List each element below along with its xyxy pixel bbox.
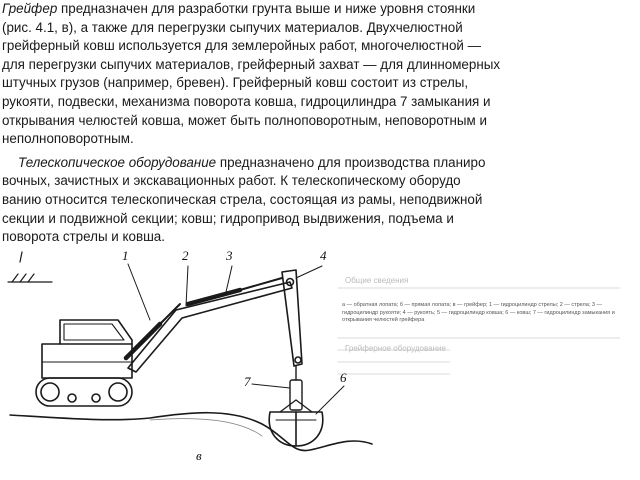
- label-1: 1: [122, 248, 129, 263]
- text-line: Телескопическое оборудование предназначено для производства планиро: [18, 154, 486, 170]
- paragraph-grab: [0, 0, 640, 149]
- text-line: открывания челюстей ковша, может быть полноповоротным, неповоротным и: [2, 112, 487, 128]
- label-6: 6: [340, 370, 347, 385]
- text-line: штучных грузов (например, бревен). Грейферный ковш состоит из стрелы,: [2, 75, 469, 91]
- figure-caption: а — обратная лопата; б — прямая лопата; в — грейфер; 1 — гидроцилиндр стрелы; 2 — стрела; 3 — гидроцилиндр рукояти; 4 — рукоять; 5 — гидроцилиндр ковша; 6 — ковш; 7 — гидроцилиндр замыкания и открывания челюстей грейфера: [342, 302, 615, 323]
- text-line: для перегрузки сыпучих материалов, грейферный захват — для длинномерных: [2, 56, 501, 72]
- excavator-figure: [0, 240, 640, 480]
- term-telescopic: Телескопическое оборудование: [18, 154, 217, 170]
- label-4: 4: [320, 248, 327, 263]
- text-line: секции и подвижной секции; ковш; гидропривод выдвижения, подъема и: [2, 210, 454, 226]
- arm-cylinder: [188, 278, 282, 304]
- ghost-heading-1: Общие сведения: [345, 276, 409, 285]
- excavator-drawing: [0, 240, 640, 480]
- ground-hatch: [8, 252, 52, 282]
- text-line: вочных, зачистных и экскавационных работ. К телескопическому оборудо: [2, 173, 461, 189]
- figure-letter: в: [196, 448, 202, 463]
- text-line: поворота стрелы и ковша.: [2, 229, 165, 245]
- text-line: грейферный ковш используется для землеройных работ, многочелюстной —: [2, 38, 481, 54]
- boom: [128, 282, 292, 372]
- arm: [282, 270, 302, 366]
- term-grab: Грейфер: [2, 1, 58, 16]
- text-line: неполноповоротным.: [2, 131, 134, 147]
- text-line: ванию относится телескопическая стрела, состоящая из рамы, неподвижной: [2, 191, 483, 207]
- excavator-body: [42, 320, 132, 378]
- text-line: (рис. 4.1, в), а также для перегрузки сыпучих материалов. Двухчелюстной: [2, 19, 463, 35]
- grab-cylinder: [290, 380, 302, 410]
- text-line: Грейфер предназначен для разработки грунта выше и ниже уровня стоянки: [2, 1, 476, 16]
- label-7: 7: [244, 374, 251, 389]
- text-line: рукояти, подвески, механизма поворота ковша, гидроцилиндра 7 замыкания и: [2, 93, 491, 109]
- grab-bucket: [269, 400, 323, 446]
- ghost-heading-2: Грейферное оборудование: [345, 344, 446, 353]
- label-3: 3: [226, 248, 233, 263]
- terrain-shade: [150, 419, 262, 436]
- leader-lines: [128, 264, 344, 414]
- paragraph-telescopic: [0, 154, 640, 247]
- scan-artifact: [338, 288, 620, 374]
- track-assembly: [36, 378, 132, 406]
- label-2: 2: [182, 248, 189, 263]
